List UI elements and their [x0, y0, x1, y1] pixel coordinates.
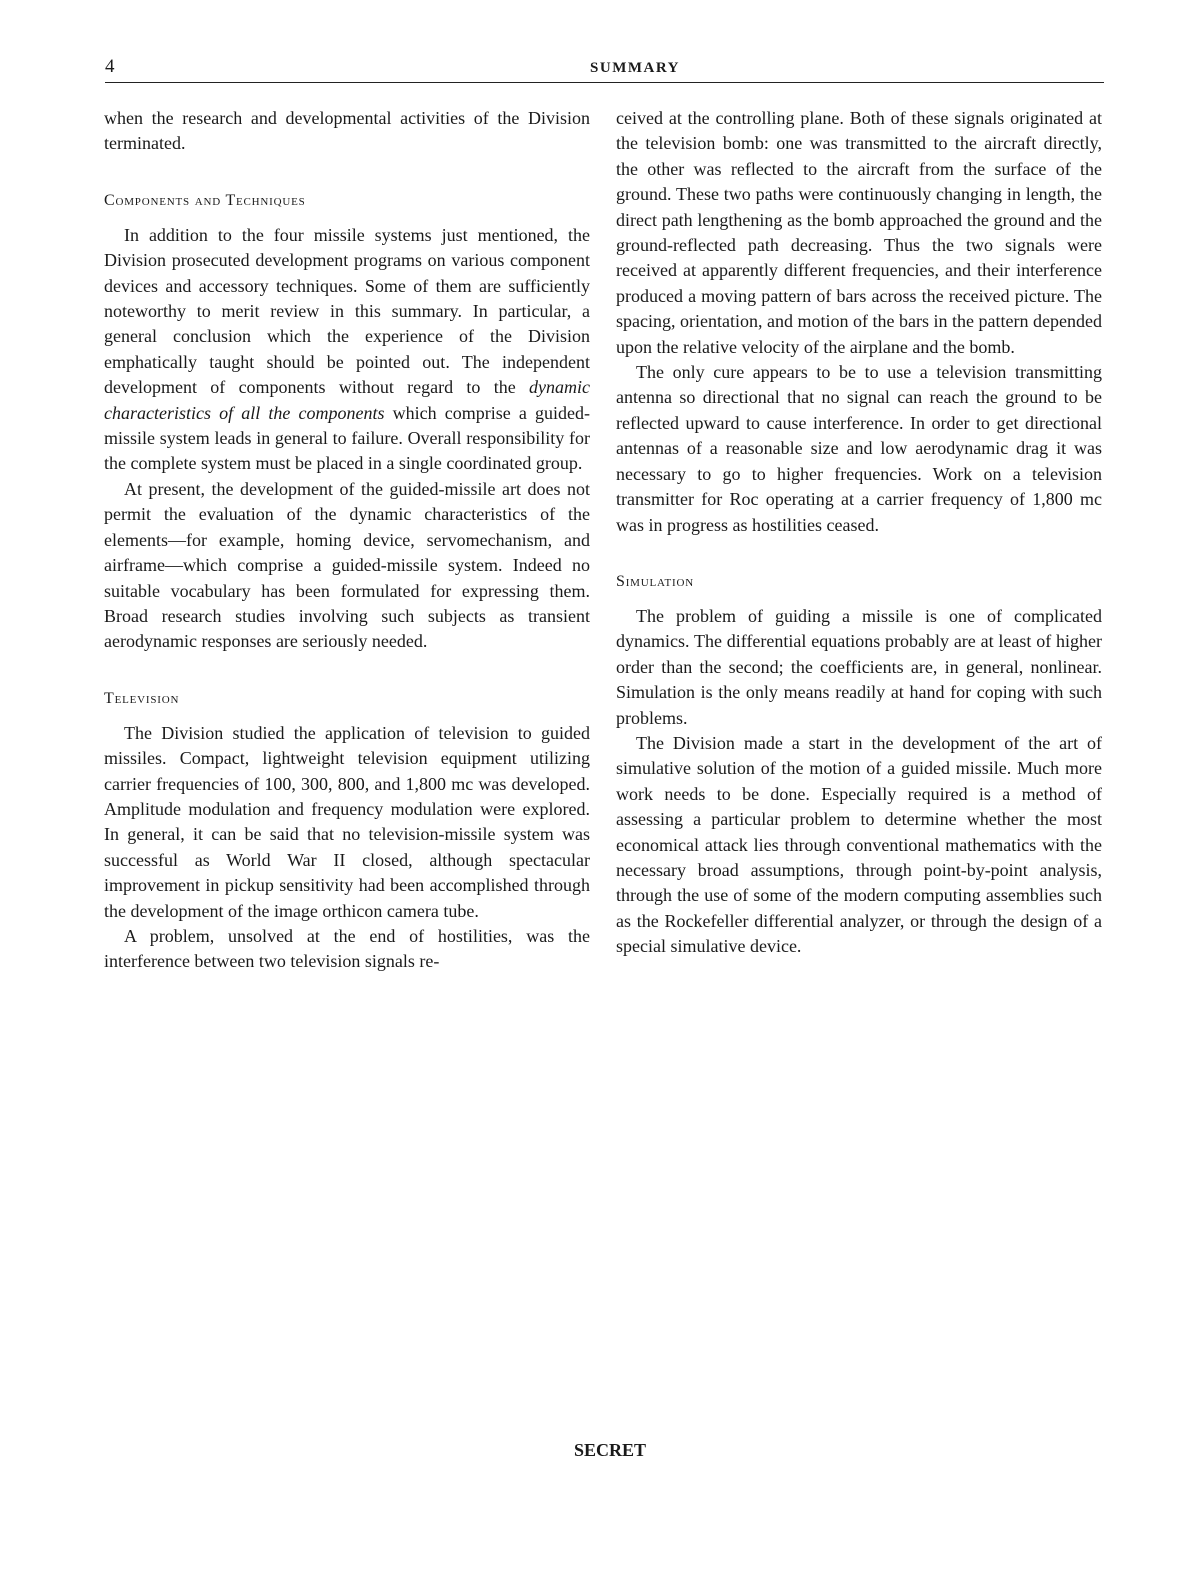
paragraph-text: which comprise a guided-missile system leads in general to failure. Overall responsibility for the complete system must be placed in a single coordinated group.: [104, 402, 590, 474]
paragraph: A problem, unsolved at the end of hostilities, was the interference between two television signals re-: [104, 925, 590, 972]
section-heading-components: Components and Techniques: [104, 191, 306, 209]
section-heading-simulation: Simulation: [616, 572, 694, 590]
section-heading-television: Television: [104, 689, 180, 707]
right-column: [616, 106, 1102, 960]
paragraph: The Division made a start in the development of the art of simulative solution of the motion of a guided missile. Much more work needs to be done. Especially required is a method of assessing a particular problem to determine whether the most economical attack lies through conventional mathematics with the necessary broad assumptions, through point-by-point analysis, through the use of some of the modern computing assemblies such as the Rockefeller differential analyzer, or through the design of a special simulative device.: [616, 732, 1102, 957]
left-column: [104, 106, 590, 975]
running-head: SUMMARY: [590, 60, 680, 76]
page-number: 4: [105, 56, 115, 77]
classification-footer: SECRET: [573, 1440, 647, 1460]
paragraph: ceived at the controlling plane. Both of these signals originated at the television bomb: one was transmitted to the aircraft directly, the other was reflected to the aircraft from the surface of the ground. These two paths were continuously changing in length, the direct path lengthening as the bomb approached the ground and the ground-reflected path decreasing. Thus the two signals were received at apparently different frequencies, and their interference produced a moving pattern of bars across the received picture. The spacing, orientation, and motion of the bars in the pattern depended upon the relative velocity of the airplane and the bomb.: [616, 108, 1102, 357]
paragraph: [104, 223, 590, 477]
paragraph: The only cure appears to be to use a television transmitting antenna so directional that no signal can reach the ground to be reflected upward to cause interference. In order to get directional antennas of a reasonable size and low aerodynamic drag it was necessary to go to higher frequencies. Work on a television transmitter for Roc operating at a carrier frequency of 1,800 mc was in progress as hostilities ceased.: [616, 362, 1102, 535]
paragraph: At present, the development of the guided-missile art does not permit the evaluation of the dynamic characteristics of the elements—for example, homing device, servomechanism, and airframe—which comprise a guided-missile system. Indeed no suitable vocabulary has been formulated for expressing them. Broad research studies involving such subjects as transient aerodynamic responses are seriously needed.: [104, 478, 590, 652]
header-rule: [105, 82, 1104, 83]
paragraph-text: In addition to the four missile systems just mentioned, the Division prosecuted development programs on various component devices and accessory techniques. Some of them are sufficiently noteworthy to merit review in this summary. In particular, a general conclusion which the experience of the Division emphatically taught should be pointed out. The independent development of components without regard to the: [104, 224, 590, 398]
paragraph: when the research and developmental activities of the Division terminated.: [104, 108, 590, 154]
paragraph: The Division studied the application of television to guided missiles. Compact, lightweight television equipment utilizing carrier frequencies of 100, 300, 800, and 1,800 mc was developed. Amplitude modulation and frequency modulation were explored. In general, it can be said that no television-missile system was successful as World War II closed, although spectacular improvement in pickup sensitivity had been accomplished through the development of the image orthicon camera tube.: [104, 722, 590, 921]
emphasis-text: dynamic characteristics of all the components: [104, 377, 590, 423]
paragraph: The problem of guiding a missile is one of complicated dynamics. The differential equations probably are at least of higher order than the second; the coefficients are, in general, nonlinear. Simulation is the only means readily at hand for coping with such problems.: [616, 605, 1102, 728]
